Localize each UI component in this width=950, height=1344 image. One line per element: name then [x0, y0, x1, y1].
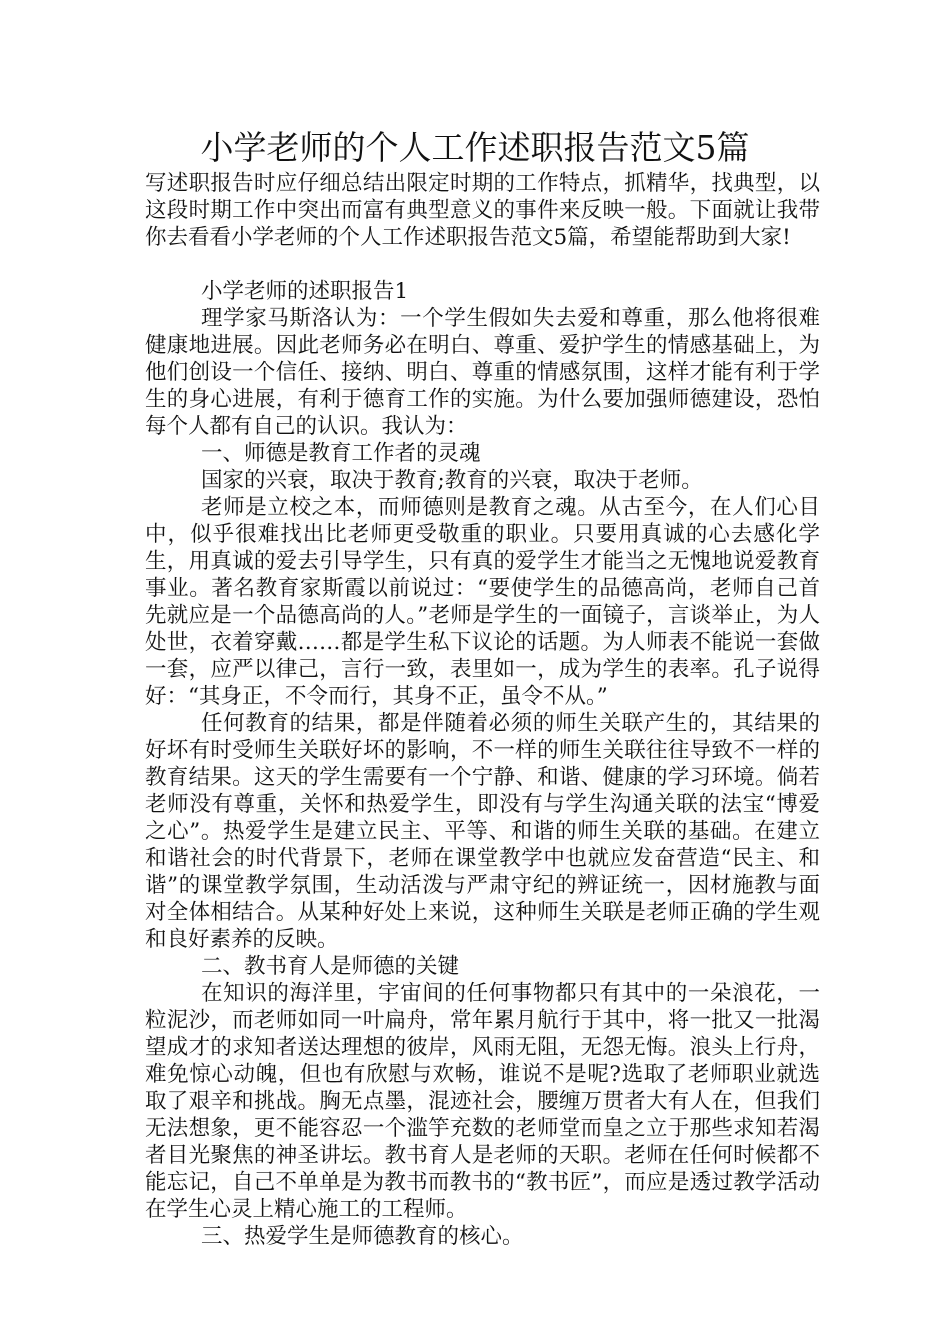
body-paragraph: 国家的兴衰，取决于教育;教育的兴衰，取决于老师。	[201, 468, 703, 493]
paragraph-gap	[145, 251, 820, 278]
document-title: 小学老师的个人工作述职报告范文5篇	[200, 128, 750, 167]
subheading: 一、师德是教育工作者的灵魂	[201, 441, 481, 466]
document-body	[145, 170, 820, 1250]
section-heading: 小学老师的述职报告1	[201, 279, 409, 304]
subheading: 二、教书育人是师德的关键	[201, 954, 460, 979]
body-paragraph: 老师是立校之本，而师德则是教育之魂。从古至今，在人们心目中，似乎很难找出比老师更受敬重的职业。只要用真诚的心去感化学生，用真诚的爱去引导学生，只有真的爱学生才能当之无愧地说爱教育事业。著名教育家斯霞以前说过：“要使学生的品德高尚，老师自己首先就应是一个品德高尚的人。”老师是学生的一面镜子，言谈举止，为人处世，衣着穿戴……都是学生私下议论的话题。为人师表不能说一套做一套，应严以律己，言行一致，表里如一，成为学生的表率。孔子说得好：“其身正，不令而行，其身不正，虽令不从。”	[145, 495, 820, 709]
body-paragraph: 任何教育的结果，都是伴随着必须的师生关联产生的，其结果的好坏有时受师生关联好坏的影响，不一样的师生关联往往导致不一样的教育结果。这天的学生需要有一个宁静、和谐、健康的学习环境。倘若老师没有尊重，关怀和热爱学生，即没有与学生沟通关联的法宝“博爱之心”。热爱学生是建立民主、平等、和谐的师生关联的基础。在建立和谐社会的时代背景下，老师在课堂教学中也就应发奋营造“民主、和谐”的课堂教学氛围，生动活泼与严肃守纪的辨证统一，因材施教与面对全体相结合。从某种好处上来说，这种师生关联是老师正确的学生观和良好素养的反映。	[145, 711, 820, 952]
intro-paragraph: 写述职报告时应仔细总结出限定时期的工作特点，抓精华，找典型，以这段时期工作中突出而富有典型意义的事件来反映一般。下面就让我带你去看看小学老师的个人工作述职报告范文5篇，希望能帮助到大家!	[145, 171, 820, 250]
subheading: 三、热爱学生是师德教育的核心。	[201, 1224, 524, 1249]
body-paragraph: 理学家马斯洛认为：一个学生假如失去爱和尊重，那么他将很难健康地进展。因此老师务必在明白、尊重、爱护学生的情感基础上，为他们创设一个信任、接纳、明白、尊重的情感氛围，这样才能有利于学生的身心进展，有利于德育工作的实施。为什么要加强师德建设，恐怕每个人都有自己的认识。我认为：	[145, 306, 820, 439]
body-paragraph: 在知识的海洋里，宇宙间的任何事物都只有其中的一朵浪花，一粒泥沙，而老师如同一叶扁舟，常年累月航行于其中，将一批又一批渴望成才的求知者送达理想的彼岸，风雨无阻，无怨无悔。浪头上行舟，难免惊心动魄，但也有欣慰与欢畅，谁说不是呢?选取了老师职业就选取了艰辛和挑战。胸无点墨，混迹社会，腰缠万贯者大有人在，但我们无法想象，更不能容忍一个滥竽充数的老师堂而皇之立于那些求知若渴者目光聚焦的神圣讲坛。教书育人是老师的天职。老师在任何时候都不能忘记，自己不单单是为教书而教书的“教书匠”，而应是透过教学活动在学生心灵上精心施工的工程师。	[145, 981, 820, 1222]
